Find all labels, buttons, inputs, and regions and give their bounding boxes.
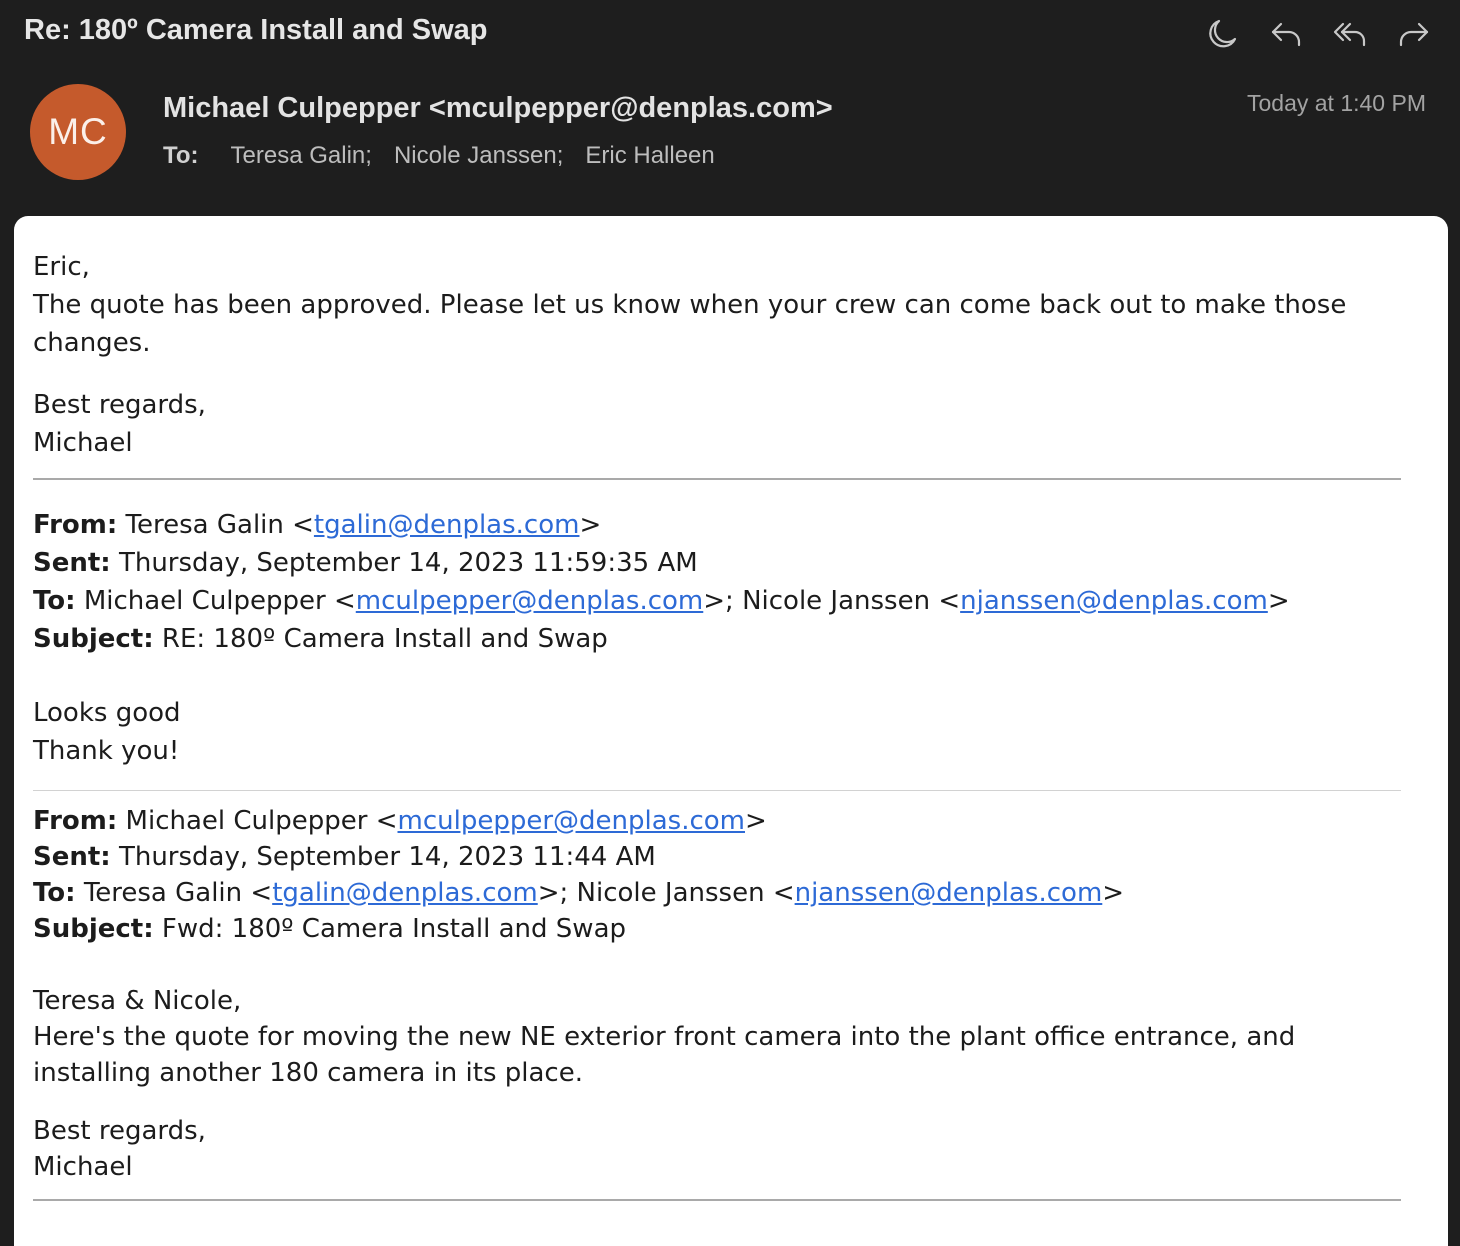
moon-icon[interactable] bbox=[1202, 14, 1242, 54]
quoted-subject: Subject: Fwd: 180º Camera Install and Swap bbox=[33, 914, 627, 944]
quoted-text: Here's the quote for moving the new NE exterior front camera into the plant office entrance, and installing another 180 camera in its place. bbox=[33, 1022, 1296, 1088]
message-body bbox=[14, 216, 1448, 1246]
quoted-from: From: Michael Culpepper <mculpepper@denplas.com> bbox=[33, 806, 767, 836]
quoted-text: Looks good bbox=[33, 698, 181, 728]
recipients-row bbox=[163, 142, 737, 170]
signoff: Best regards, bbox=[33, 390, 206, 420]
forward-icon[interactable] bbox=[1394, 14, 1434, 54]
quoted-text: Thank you! bbox=[33, 736, 180, 766]
quoted-sent: Sent: Thursday, September 14, 2023 11:59:35 AM bbox=[33, 548, 698, 578]
email-link[interactable]: tgalin@denplas.com bbox=[272, 878, 538, 908]
quoted-to: To: Teresa Galin <tgalin@denplas.com>; Nicole Janssen <njanssen@denplas.com> bbox=[33, 878, 1125, 908]
body-text: The quote has been approved. Please let us know when your crew can come back out to make those changes. bbox=[33, 290, 1347, 358]
to-label: To: bbox=[163, 142, 199, 169]
quoted-header bbox=[33, 803, 1401, 947]
divider bbox=[33, 1199, 1401, 1201]
divider bbox=[33, 790, 1401, 791]
quoted-greeting: Teresa & Nicole, bbox=[33, 986, 242, 1016]
message-content bbox=[33, 248, 1401, 1227]
sender-name[interactable]: Michael Culpepper <mculpepper@denplas.com> bbox=[163, 92, 833, 124]
email-link[interactable]: njanssen@denplas.com bbox=[794, 878, 1103, 908]
email-link[interactable]: tgalin@denplas.com bbox=[313, 510, 580, 540]
email-link[interactable]: mculpepper@denplas.com bbox=[355, 586, 704, 616]
recipient[interactable]: Nicole Janssen; bbox=[393, 142, 564, 169]
quoted-signoff: Best regards, bbox=[33, 1116, 206, 1146]
quoted-sent: Sent: Thursday, September 14, 2023 11:44 AM bbox=[33, 842, 656, 872]
message-date: Today at 1:40 PM bbox=[1247, 90, 1426, 116]
message-subject: Re: 180º Camera Install and Swap bbox=[24, 14, 488, 46]
avatar: MC bbox=[30, 84, 126, 180]
message-toolbar bbox=[1202, 14, 1434, 54]
divider bbox=[33, 478, 1401, 480]
reply-all-icon[interactable] bbox=[1330, 14, 1370, 54]
recipient[interactable]: Teresa Galin; bbox=[230, 142, 372, 169]
quoted-subject: Subject: RE: 180º Camera Install and Swap bbox=[33, 624, 608, 654]
greeting: Eric, bbox=[33, 252, 90, 282]
quoted-from: From: Teresa Galin <tgalin@denplas.com> bbox=[33, 510, 602, 540]
signature: Michael bbox=[33, 428, 133, 458]
reply-icon[interactable] bbox=[1266, 14, 1306, 54]
email-link[interactable]: mculpepper@denplas.com bbox=[397, 806, 745, 836]
quoted-to: To: Michael Culpepper <mculpepper@denplas.com>; Nicole Janssen <njanssen@denplas.com> bbox=[33, 586, 1290, 616]
recipient[interactable]: Eric Halleen bbox=[585, 142, 715, 169]
quoted-header bbox=[33, 506, 1401, 658]
email-link[interactable]: njanssen@denplas.com bbox=[960, 586, 1268, 616]
quoted-signature: Michael bbox=[33, 1152, 133, 1182]
